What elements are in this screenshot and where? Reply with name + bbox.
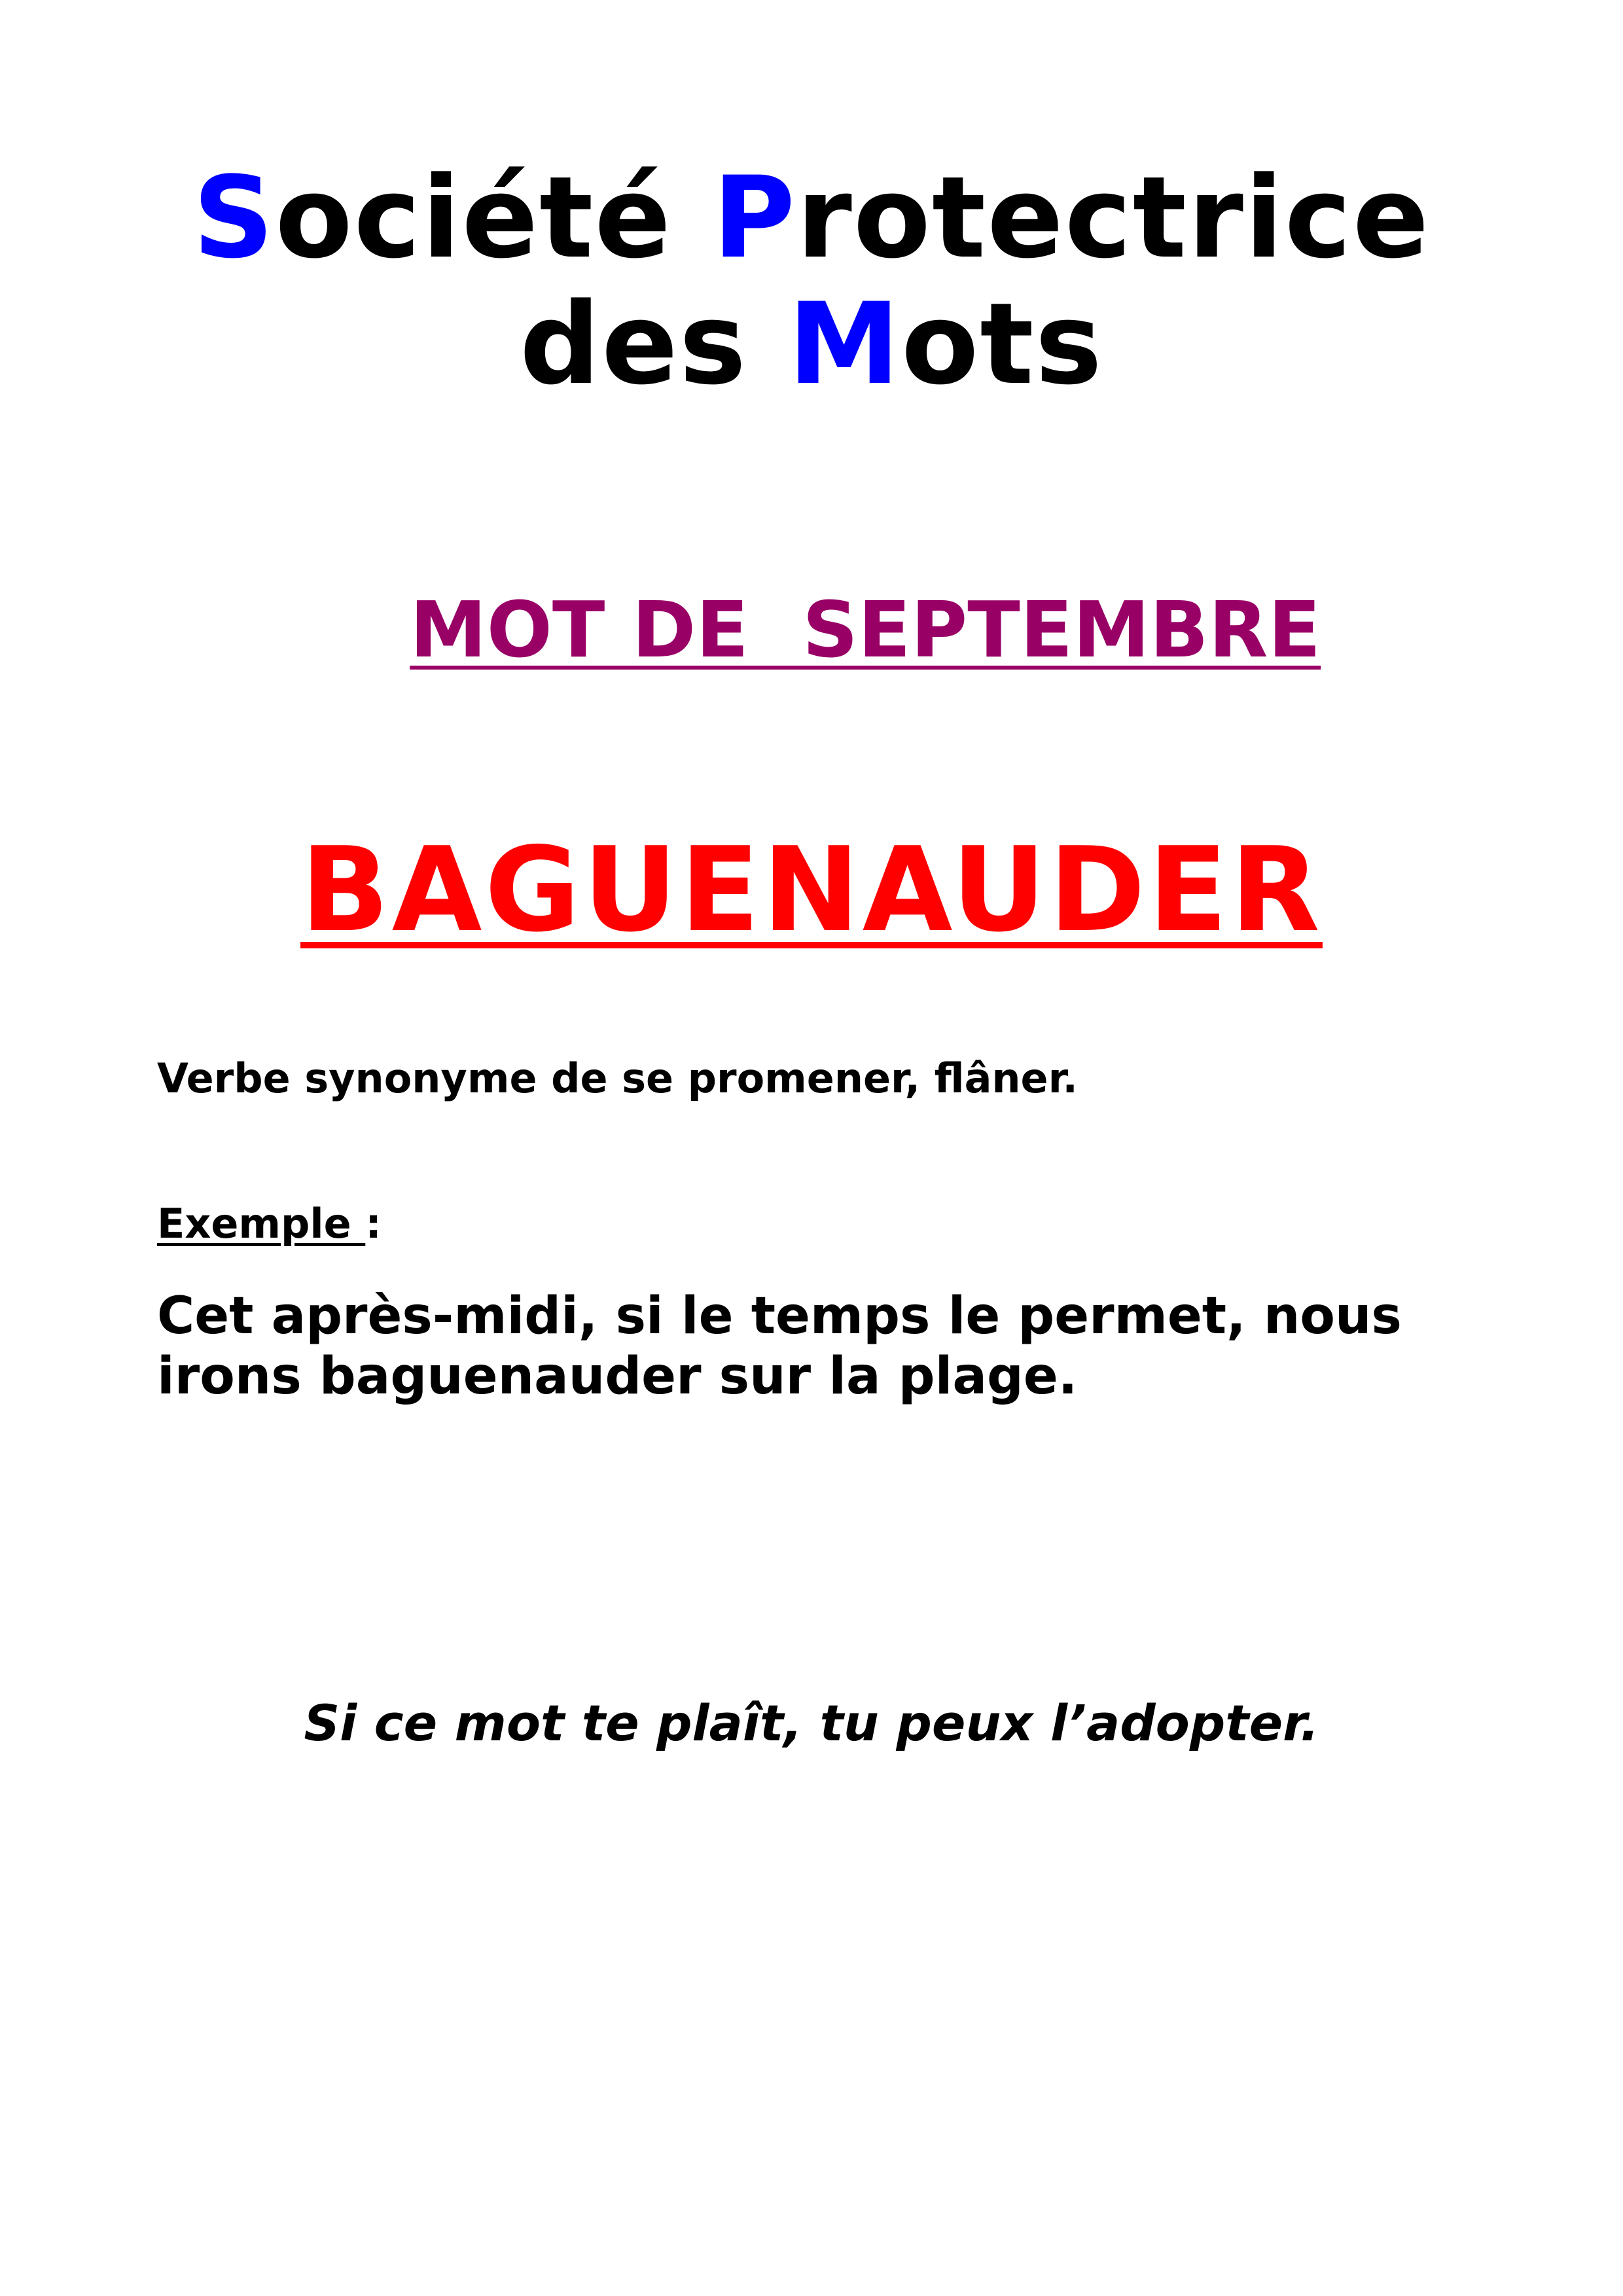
title-initial-m: M (788, 278, 902, 410)
month-heading-text: MOT DE SEPTEMBRE (410, 584, 1321, 675)
month-heading (0, 492, 1623, 767)
title-text-ociete: ociété (275, 152, 713, 283)
featured-word (0, 821, 1623, 959)
closing-line: Si ce mot te plaît, tu peux l’adopter. (304, 1694, 1319, 1752)
word-definition: Verbe synonyme de se promener, flâner. (157, 1054, 1078, 1102)
title-initial-p: P (712, 152, 796, 283)
featured-word-text: BAGUENAUDER (300, 822, 1323, 958)
society-title-line-2 (0, 280, 1623, 408)
example-label (157, 1198, 382, 1250)
example-label-colon: : (365, 1200, 382, 1247)
title-text-rotectrice: rotectrice (796, 152, 1431, 283)
example-label-text: Exemple (157, 1200, 366, 1247)
title-text-ots: ots (901, 278, 1103, 410)
example-sentence: Cet après-midi, si le temps le permet, nous irons baguenauder sur la plage. (157, 1287, 1402, 1406)
title-text-des: des (520, 278, 789, 410)
title-initial-s: S (192, 152, 276, 283)
society-title-line-1 (0, 154, 1623, 282)
